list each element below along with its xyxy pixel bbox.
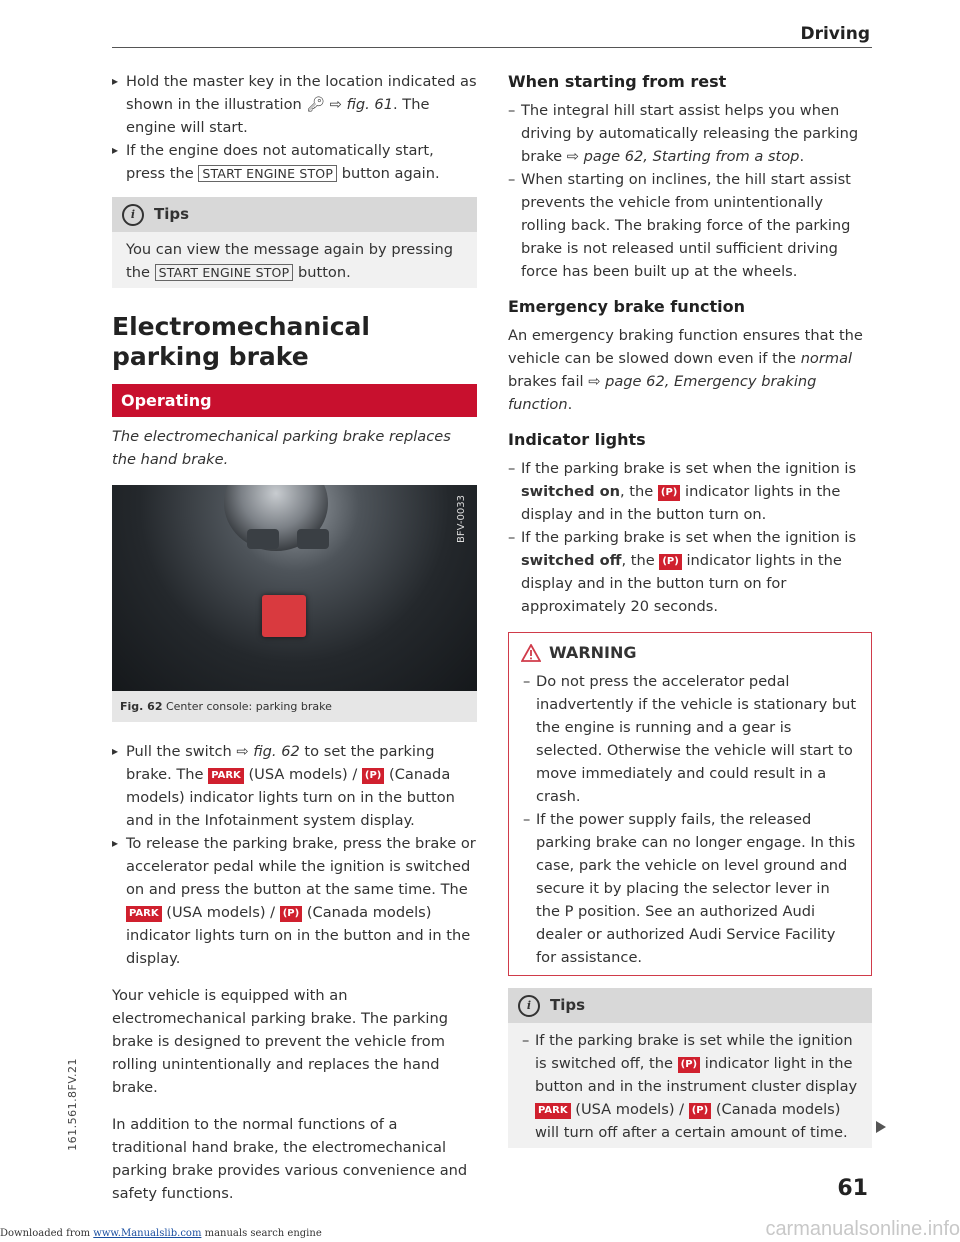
page-number: 61 (837, 1176, 868, 1201)
canada-indicator-icon: (P) (362, 768, 384, 784)
heading-starting: When starting from rest (508, 72, 727, 91)
key-icon: 🔑︎ (306, 96, 325, 113)
indicator-item-2: – If the parking brake is set when the ignition is switched off, the (P) indicator lights in the display and in the button turn on for approximately 20 seconds. (508, 526, 872, 618)
manualslib-link[interactable]: www.Manualslib.com (93, 1228, 202, 1239)
continue-arrow-icon (876, 1121, 886, 1133)
canada-indicator-icon: (P) (659, 554, 681, 570)
figure-code: BFV-0033 (456, 495, 467, 543)
section-heading: Electromechanical parking brake (112, 312, 370, 371)
bullet-release: ▸ To release the parking brake, press the brake or accelerator pedal while the ignition is switched on and press the button at the same time. The PARK (USA models) / (P) (Canada models) indicator lights turn on in the button and in the display. (112, 832, 477, 970)
canada-indicator-icon: (P) (280, 906, 302, 922)
paragraph-functions: In addition to the normal functions of a traditional hand brake, the electromechanical parking brake provides various convenience and safety functions. (112, 1116, 468, 1202)
tips-header: i Tips (508, 988, 872, 1023)
park-indicator-icon: PARK (208, 768, 244, 784)
fig-62-link[interactable]: ⇨ fig. 62 (236, 743, 300, 760)
section-title: Driving (800, 24, 870, 44)
bullet-hold-key: ▸ Hold the master key in the location indicated as shown in the illustration 🔑︎ ⇨ fig. 61. The engine will start. (112, 70, 477, 139)
left-column (112, 70, 477, 1205)
header-rule (112, 47, 872, 48)
heading-emergency: Emergency brake function (508, 297, 746, 316)
warning-item-1: – Do not press the accelerator pedal inadvertently if the vehicle is stationary but the engine is running and a gear is selected. Otherwise the vehicle will start to move immediately and could result in a crash. (523, 670, 857, 808)
figure-caption: Fig. 62 Center console: parking brake (112, 691, 477, 722)
page-62-start-link[interactable]: ⇨ page 62, Starting from a stop (566, 148, 800, 165)
back-button (297, 529, 329, 549)
tips-item: – If the parking brake is set while the ignition is switched off, the (P) indicator light in the button and in the instrument cluster display PARK (USA models) / (P) (Canada models) will turn off after a certain amount of time. (522, 1029, 858, 1144)
paragraph-equipped: Your vehicle is equipped with an electromechanical parking brake. The parking brake is designed to prevent the vehicle from rolling unintentionally and replaces the hand brake. (112, 987, 449, 1096)
warning-item-2: – If the power supply fails, the released parking brake can no longer engage. In this case, park the vehicle on level ground and secure it by placing the selector lever in the P position. See an authorized Audi dealer or authorized Audi Service Facility for assistance. (523, 808, 857, 969)
footer: Downloaded from www.Manualslib.com manuals search engine (0, 1228, 322, 1239)
emergency-text: An emergency braking function ensures that the vehicle can be slowed down even if the normal brakes fail ⇨ page 62, Emergency braking function. (508, 327, 863, 413)
warning-body (509, 668, 871, 975)
watermark: carmanualsonline.info (765, 1218, 960, 1240)
park-indicator-icon: PARK (126, 906, 162, 922)
figure-62-image (112, 485, 477, 691)
fig-61-link[interactable]: ⇨ fig. 61 (329, 96, 393, 113)
heading-indicator: Indicator lights (508, 430, 646, 449)
document-code: 161.561.8FV.21 (66, 1058, 79, 1151)
info-icon: i (518, 995, 540, 1017)
start-engine-stop-key: START ENGINE STOP (155, 264, 294, 281)
bullet-press-button: ▸ If the engine does not automatically start, press the START ENGINE STOP button again. (112, 139, 477, 185)
indicator-item-1: – If the parking brake is set when the ignition is switched on, the (P) indicator lights in the display and in the button turn on. (508, 457, 872, 526)
canada-indicator-icon: (P) (658, 485, 680, 501)
canada-indicator-icon: (P) (678, 1057, 700, 1073)
parking-brake-switch (262, 595, 306, 637)
intro-text: The electromechanical parking brake replaces the hand brake. (112, 428, 451, 468)
subsection-bar: Operating (112, 384, 477, 417)
park-indicator-icon: PARK (535, 1103, 571, 1119)
canada-indicator-icon: (P) (689, 1103, 711, 1119)
tips-header: i Tips (112, 197, 477, 232)
start-item-1: – The integral hill start assist helps you when driving by automatically releasing the parking brake ⇨ page 62, Starting from a stop. (508, 99, 872, 168)
warning-header: WARNING (509, 633, 871, 668)
page-62-emergency-link[interactable]: ⇨ page 62, Emergency braking function (508, 373, 817, 413)
tips-body: You can view the message again by pressing the START ENGINE STOP button. (126, 241, 454, 281)
bullet-pull-switch: ▸ Pull the switch ⇨ fig. 62 to set the parking brake. The PARK (USA models) / (P) (Canada models) indicator lights turn on in the button and in the Infotainment system display. (112, 740, 477, 832)
warning-box (508, 632, 872, 976)
warning-triangle-icon (521, 644, 541, 662)
start-item-2: – When starting on inclines, the hill start assist prevents the vehicle from unintentionally rolling back. The braking force of the parking brake is not released until sufficient driving force has been built up at the wheels. (508, 168, 872, 283)
tips-box-2 (508, 988, 872, 1148)
start-engine-stop-key: START ENGINE STOP (198, 165, 337, 182)
tips-body (508, 1023, 872, 1148)
right-column (508, 70, 872, 1148)
info-icon: i (122, 204, 144, 226)
tips-box (112, 197, 477, 288)
menu-button (247, 529, 279, 549)
